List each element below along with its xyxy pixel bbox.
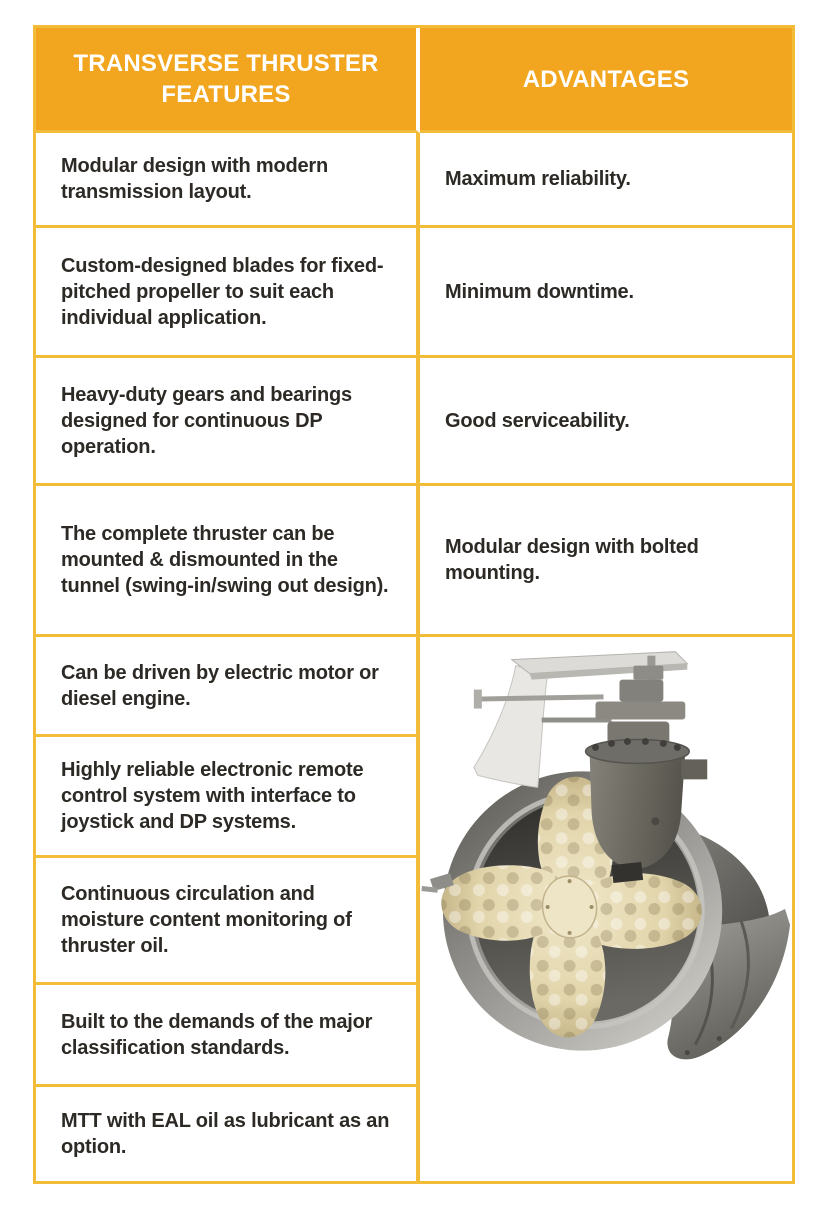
advantages-column [420, 28, 792, 1181]
feature-row-8 [36, 985, 420, 1087]
advantages-column-header [420, 28, 792, 133]
feature-text: Can be driven by electric motor or diesel engine. [61, 661, 379, 710]
feature-text: The complete thruster can be mounted & dismounted in the tunnel (swing-in/swing out design). [61, 523, 389, 597]
advantage-text: Minimum downtime. [445, 280, 634, 303]
feature-row-4 [36, 486, 420, 637]
features-header-label: TRANSVERSE THRUSTER FEATURES [73, 50, 379, 108]
feature-text: Continuous circulation and moisture content monitoring of thruster oil. [61, 883, 352, 957]
advantage-row-3 [420, 358, 792, 486]
features-column [36, 28, 420, 1181]
feature-row-9 [36, 1087, 420, 1181]
feature-advantage-table [33, 25, 795, 1184]
feature-row-3 [36, 358, 420, 486]
advantage-text: Modular design with bolted mounting. [445, 536, 699, 584]
feature-row-5 [36, 637, 420, 737]
thruster-illustration [420, 637, 792, 1181]
advantages-header-label: ADVANTAGES [522, 65, 690, 93]
features-column-header [36, 28, 420, 133]
feature-text: Built to the demands of the major classification standards. [61, 1010, 373, 1059]
feature-row-1 [36, 133, 420, 228]
thruster-product-image [420, 637, 792, 1181]
advantage-text: Good serviceability. [445, 409, 630, 432]
advantage-text: Maximum reliability. [445, 168, 631, 190]
feature-text: Modular design with modern transmission layout. [61, 155, 329, 203]
feature-text: MTT with EAL oil as lubricant as an option. [61, 1110, 390, 1158]
advantage-row-2 [420, 228, 792, 358]
feature-row-2 [36, 228, 420, 358]
feature-text: Custom-designed blades for fixed-pitched propeller to suit each individual application. [61, 254, 384, 329]
feature-row-6 [36, 737, 420, 858]
advantage-row-4 [420, 486, 792, 637]
feature-row-7 [36, 858, 420, 985]
feature-text: Heavy-duty gears and bearings designed for continuous DP operation. [61, 383, 352, 458]
feature-text: Highly reliable electronic remote control system with interface to joystick and DP systems. [61, 759, 364, 833]
advantage-row-1 [420, 133, 792, 228]
